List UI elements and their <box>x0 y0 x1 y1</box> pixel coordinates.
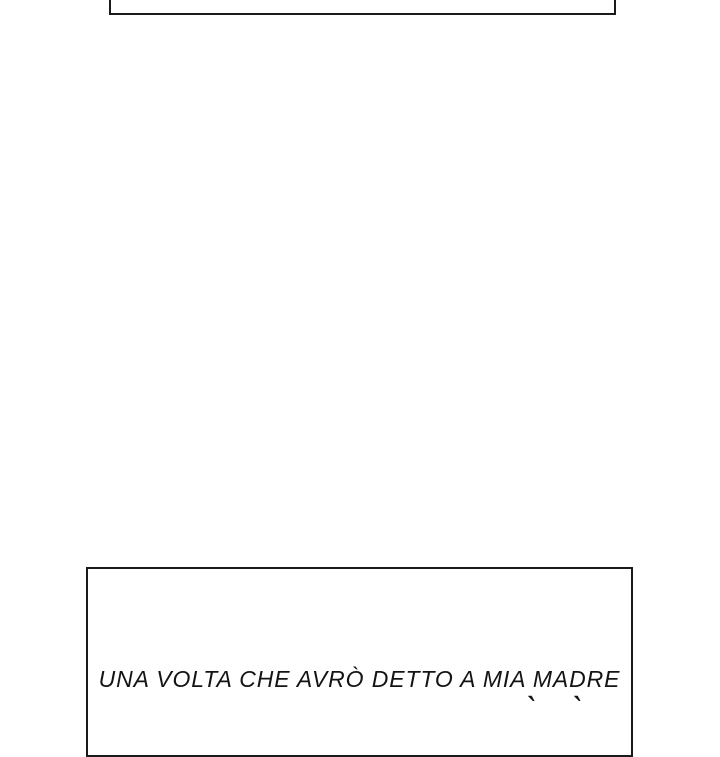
clipped-line2-accent-mark-1: ` <box>526 691 538 729</box>
caption-box-top-clipped <box>109 0 616 15</box>
caption-text-line1: UNA VOLTA CHE AVRÒ DETTO A MIA MADRE <box>98 666 621 692</box>
clipped-line2-accent-mark-2: ` <box>572 691 584 729</box>
caption-box-bottom <box>86 567 633 757</box>
